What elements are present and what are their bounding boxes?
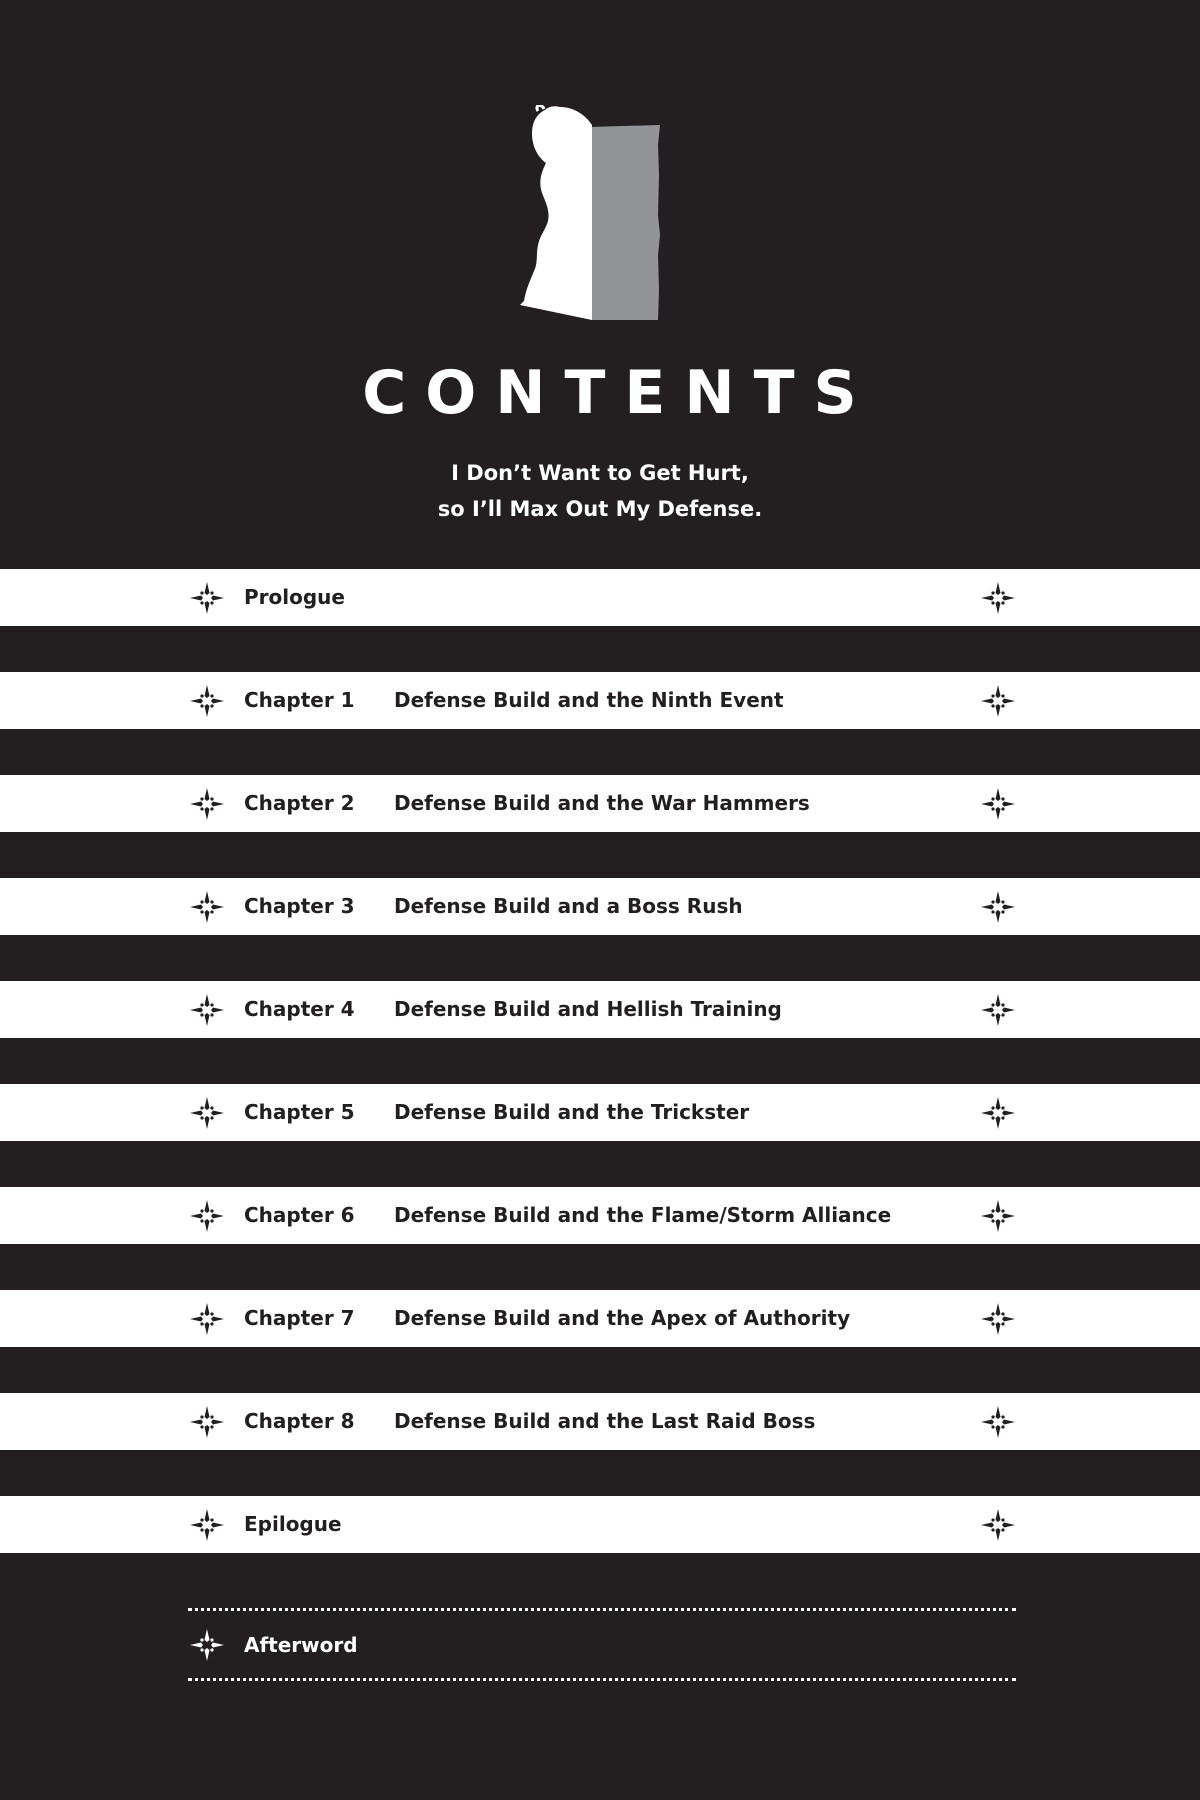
toc-chapter-title: Defense Build and the Trickster: [394, 1100, 750, 1124]
toc-chapter-title: Defense Build and the War Hammers: [394, 791, 810, 815]
dotted-divider: [188, 1678, 1016, 1681]
toc-entry-epilogue[interactable]: [0, 1496, 1200, 1553]
toc-chapter-title: Defense Build and the Ninth Event: [394, 688, 784, 712]
toc-chapter-title: Defense Build and the Flame/Storm Alliance: [394, 1203, 892, 1227]
ornament-icon: [190, 685, 224, 717]
toc-chapter-label: Chapter 1: [244, 688, 355, 712]
ornament-icon: [190, 1303, 224, 1335]
ornament-icon: [981, 1097, 1015, 1129]
toc-chapter-title: Defense Build and a Boss Rush: [394, 894, 743, 918]
ornament-icon: [190, 891, 224, 923]
toc-chapter-label: Chapter 6: [244, 1203, 355, 1227]
toc-entry-afterword[interactable]: [0, 1608, 1200, 1682]
ornament-icon: [981, 1303, 1015, 1335]
toc-entry-chapter-8[interactable]: [0, 1393, 1200, 1450]
toc-chapter-title: Defense Build and the Last Raid Boss: [394, 1409, 816, 1433]
ornament-icon: [981, 994, 1015, 1026]
ornament-icon: [190, 1629, 224, 1661]
toc-chapter-label: Chapter 3: [244, 894, 355, 918]
toc-entry-chapter-1[interactable]: [0, 672, 1200, 729]
ornament-icon: [190, 1509, 224, 1541]
toc-entry-chapter-3[interactable]: [0, 878, 1200, 935]
toc-chapter-label: Chapter 7: [244, 1306, 355, 1330]
toc-chapter-label: Epilogue: [244, 1512, 342, 1536]
toc-entry-chapter-7[interactable]: [0, 1290, 1200, 1347]
ornament-icon: [190, 788, 224, 820]
ornament-icon: [981, 582, 1015, 614]
ornament-icon: [981, 1406, 1015, 1438]
toc-chapter-label: Afterword: [244, 1633, 358, 1657]
ornament-icon: [190, 582, 224, 614]
ornament-icon: [981, 1200, 1015, 1232]
ornament-icon: [190, 1097, 224, 1129]
toc-chapter-label: Chapter 5: [244, 1100, 355, 1124]
ornament-icon: [981, 685, 1015, 717]
toc-chapter-label: Prologue: [244, 585, 345, 609]
ornament-icon: [981, 788, 1015, 820]
toc-chapter-title: Defense Build and Hellish Training: [394, 997, 782, 1021]
ornament-icon: [190, 994, 224, 1026]
toc-entry-chapter-4[interactable]: [0, 981, 1200, 1038]
ornament-icon: [190, 1200, 224, 1232]
subtitle-line-1: I Don’t Want to Get Hurt,: [451, 461, 749, 485]
toc-entry-chapter-5[interactable]: [0, 1084, 1200, 1141]
toc-entry-prologue[interactable]: [0, 569, 1200, 626]
ornament-icon: [981, 891, 1015, 923]
toc-entry-chapter-6[interactable]: [0, 1187, 1200, 1244]
ornament-icon: [190, 1406, 224, 1438]
toc-entry-chapter-2[interactable]: [0, 775, 1200, 832]
toc-chapter-label: Chapter 2: [244, 791, 355, 815]
subtitle-line-2: so I’ll Max Out My Defense.: [437, 497, 763, 521]
ornament-icon: [981, 1509, 1015, 1541]
toc-chapter-label: Chapter 4: [244, 997, 355, 1021]
contents-title: CONTENTS: [362, 358, 876, 428]
toc-chapter-title: Defense Build and the Apex of Authority: [394, 1306, 851, 1330]
toc-chapter-label: Chapter 8: [244, 1409, 355, 1433]
